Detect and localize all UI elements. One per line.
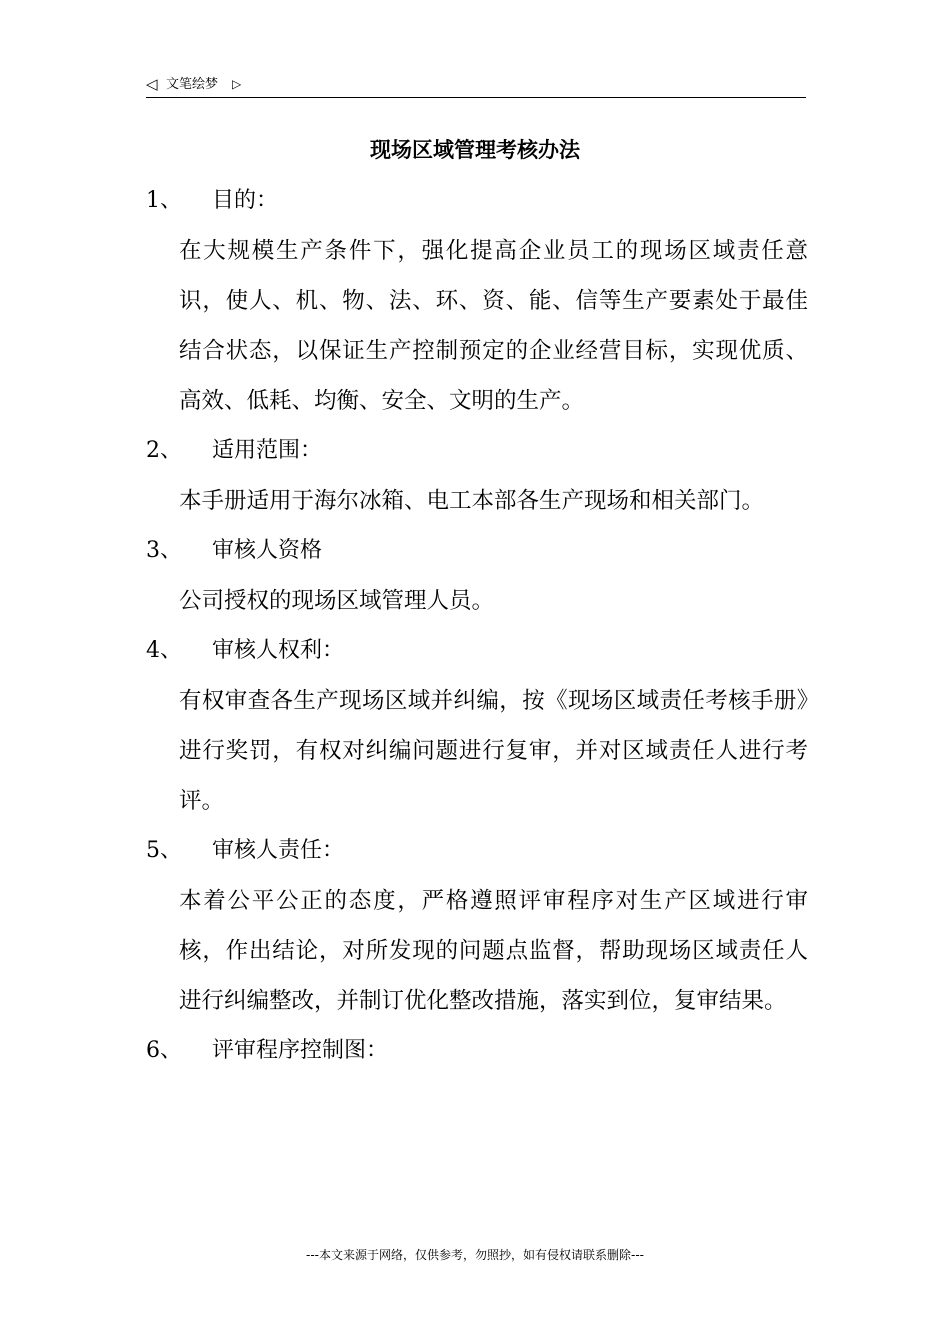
section-paragraph: 在大规模生产条件下，强化提高企业员工的现场区域责任意识，使人、机、物、法、环、资、能、信等生产要素处于最佳结合状态，以保证生产控制预定的企业经营目标，实现优质、高效、低耗、均衡、安全、文明的生产。 xyxy=(179,238,808,414)
section-number: 2、 xyxy=(146,438,182,463)
section-heading xyxy=(146,526,808,576)
section-auditor-qualification xyxy=(146,526,808,626)
section-paragraph: 有权审查各生产现场区域并纠编，按《现场区域责任考核手册》进行奖罚，有权对纠编问题进行复审，并对区域责任人进行考评。 xyxy=(179,688,808,814)
document-title: 现场区域管理考核办法 xyxy=(370,137,580,162)
section-label: 审核人权利： xyxy=(212,638,345,663)
section-auditor-duties xyxy=(146,826,808,1026)
header-rule xyxy=(146,97,806,98)
right-triangle-icon: ▷ xyxy=(232,77,242,91)
section-number: 1、 xyxy=(146,188,182,213)
header-brand: 文笔绘梦 xyxy=(166,77,219,92)
section-number: 3、 xyxy=(146,538,182,563)
section-number: 4、 xyxy=(146,638,182,663)
section-label: 目的： xyxy=(212,188,279,213)
section-label: 审核人资格 xyxy=(212,538,323,563)
section-label: 审核人责任： xyxy=(212,838,345,863)
left-triangle-icon: ◁ xyxy=(146,75,158,93)
section-review-flowchart xyxy=(146,1026,808,1076)
section-scope xyxy=(146,426,808,526)
section-label: 评审程序控制图： xyxy=(212,1038,389,1063)
section-number: 6、 xyxy=(146,1038,182,1063)
section-label: 适用范围： xyxy=(212,438,323,463)
section-paragraph: 公司授权的现场区域管理人员。 xyxy=(179,588,495,614)
section-auditor-rights xyxy=(146,626,808,826)
page-footer-note: ---本文来源于网络，仅供参考，勿照抄，如有侵权请联系删除--- xyxy=(306,1248,644,1262)
page-header xyxy=(146,74,806,98)
section-heading xyxy=(146,626,808,676)
section-purpose xyxy=(146,176,808,426)
section-heading xyxy=(146,176,808,226)
section-heading xyxy=(146,826,808,876)
section-heading xyxy=(146,426,808,476)
document-body xyxy=(146,176,808,1076)
section-paragraph: 本手册适用于海尔冰箱、电工本部各生产现场和相关部门。 xyxy=(179,488,765,514)
section-heading xyxy=(146,1026,808,1076)
section-number: 5、 xyxy=(146,838,182,863)
section-paragraph: 本着公平公正的态度，严格遵照评审程序对生产区域进行审核，作出结论，对所发现的问题点监督，帮助现场区域责任人进行纠编整改，并制订优化整改措施，落实到位，复审结果。 xyxy=(179,888,808,1014)
